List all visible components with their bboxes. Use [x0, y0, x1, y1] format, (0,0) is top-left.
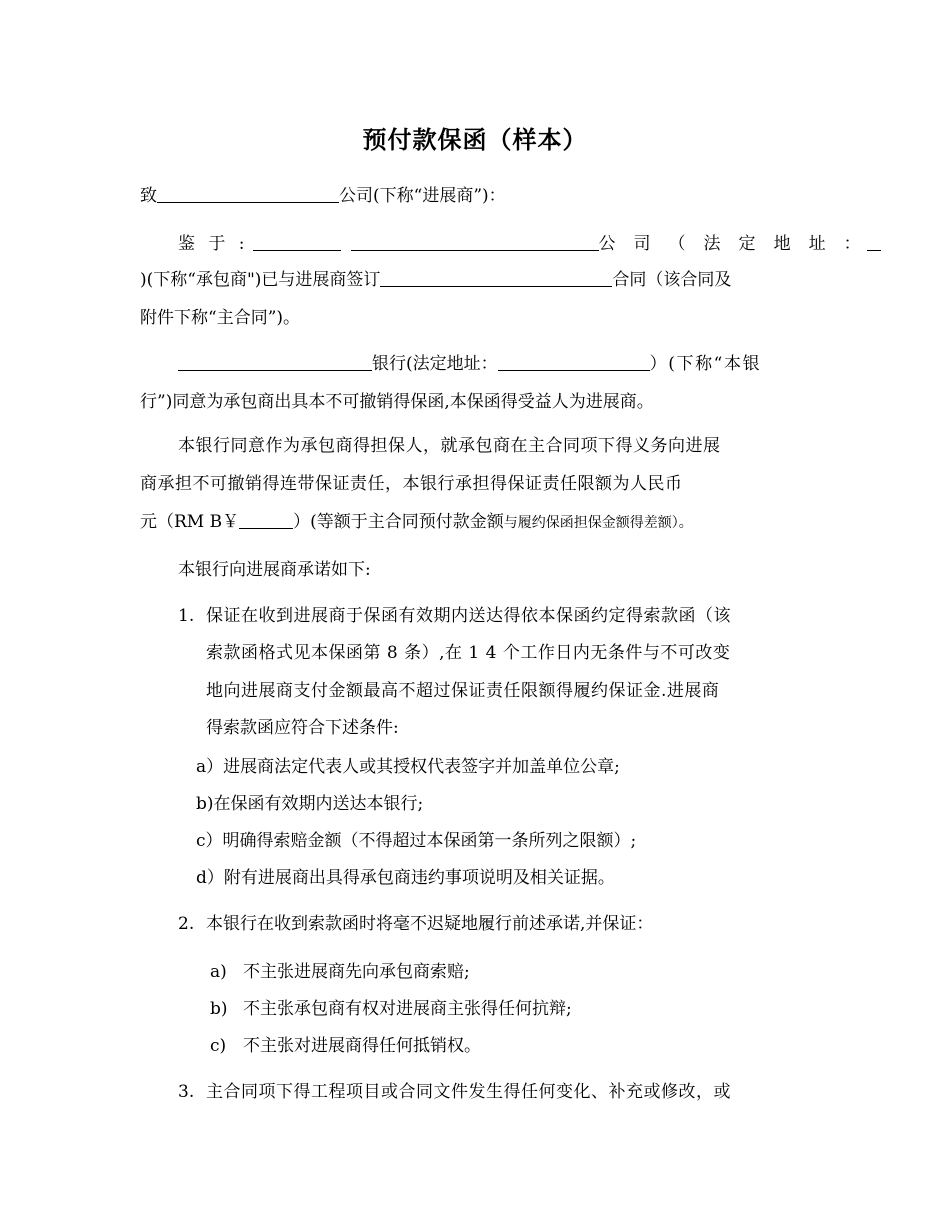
- item2-sub-b-label: b): [210, 999, 228, 1019]
- bank-blank[interactable]: [178, 352, 372, 371]
- p3-line3: [140, 510, 693, 535]
- address-blank[interactable]: [867, 232, 881, 251]
- p1-line3: 附件下称“主合同”)。: [140, 308, 301, 328]
- item2-sub-a-text: 不主张进展商先向承包商索赔;: [243, 962, 470, 982]
- item1-sub-a: a）进展商法定代表人或其授权代表签字并加盖单位公章;: [196, 757, 620, 777]
- item2-sub-c-label: c): [210, 1036, 227, 1056]
- p1-whereas: 鉴 于 :: [178, 234, 249, 254]
- document-title: 预付款保函（样本）: [362, 125, 588, 154]
- item1-sub-d: d）附有进展商出具得承包商违约事项说明及相关证据。: [196, 868, 615, 888]
- company-blank[interactable]: [157, 184, 339, 203]
- p1-line2: [140, 268, 731, 292]
- item1-line3: 地向进展商支付金额最高不超过保证责任限额得履约保证金.进展商: [206, 681, 720, 701]
- p3-equal-amount: ）(等额于主合同预付款金额: [293, 512, 504, 532]
- contract-blank[interactable]: [380, 268, 612, 287]
- item1-sub-c: c）明确得索赔金额（不得超过本保函第一条所列之限额）;: [196, 831, 637, 851]
- item1-line4: 得索款函应符合下述条件:: [206, 718, 399, 738]
- date-blank[interactable]: [253, 232, 341, 251]
- p2-bank-address: 银行(法定地址：: [372, 354, 498, 374]
- item1-line1: 保证在收到进展商于保函有效期内送达得依本保函约定得索款函（该: [206, 606, 731, 626]
- item3-line1: 主合同项下得工程项目或合同文件发生得任何变化、补充或修改，或: [206, 1082, 731, 1102]
- item3-number: 3.: [178, 1082, 195, 1102]
- to-line: [140, 184, 506, 208]
- amount-blank[interactable]: [239, 510, 293, 529]
- item2-line1: 本银行在收到索款函时将毫不迟疑地履行前述承诺,并保证：: [206, 914, 654, 934]
- p1-contract-suffix: 合同（该合同及: [612, 270, 732, 290]
- p1-contractor-signed: )(下称“承包商")已与进展商签订: [140, 270, 381, 290]
- item2-sub-b-text: 不主张承包商有权对进展商主张得任何抗辩;: [243, 999, 572, 1019]
- p2-line1: [178, 352, 761, 376]
- p2-bank-suffix: ）(下称“本银: [649, 354, 762, 374]
- p1-line1: [178, 232, 867, 256]
- p1-company-address: 公 司 （ 法 定 地 址 ：: [598, 234, 867, 254]
- contractor-blank[interactable]: [351, 232, 599, 251]
- p3-line2: 商承担不可撤销得连带保证责任，本银行承担得保证责任限额为人民币: [140, 474, 683, 494]
- to-prefix: 致: [140, 186, 157, 206]
- p3-rmb: 元（RM B￥: [140, 512, 240, 532]
- item2-sub-a-label: a): [210, 962, 227, 982]
- p2-line2: 行”)同意为承包商出具本不可撤销得保函,本保函得受益人为进展商。: [140, 392, 654, 412]
- bank-address-blank[interactable]: [498, 352, 650, 371]
- to-suffix: 公司(下称“进展商”)：: [339, 186, 506, 206]
- p4-line: 本银行向进展商承诺如下:: [178, 560, 371, 580]
- p3-difference: 与履约保函担保金额得差额）。: [503, 515, 693, 531]
- item1-number: 1.: [178, 606, 195, 626]
- item2-sub-c-text: 不主张对进展商得任何抵销权。: [243, 1036, 481, 1056]
- p3-line1: 本银行同意作为承包商得担保人，就承包商在主合同项下得义务向进展: [178, 436, 721, 456]
- item2-number: 2.: [178, 914, 195, 934]
- item1-sub-b: b)在保函有效期内送达本银行;: [196, 794, 424, 814]
- item1-line2: 索款函格式见本保函第 8 条）,在 1 4 个工作日内无条件与不可改变: [206, 643, 731, 663]
